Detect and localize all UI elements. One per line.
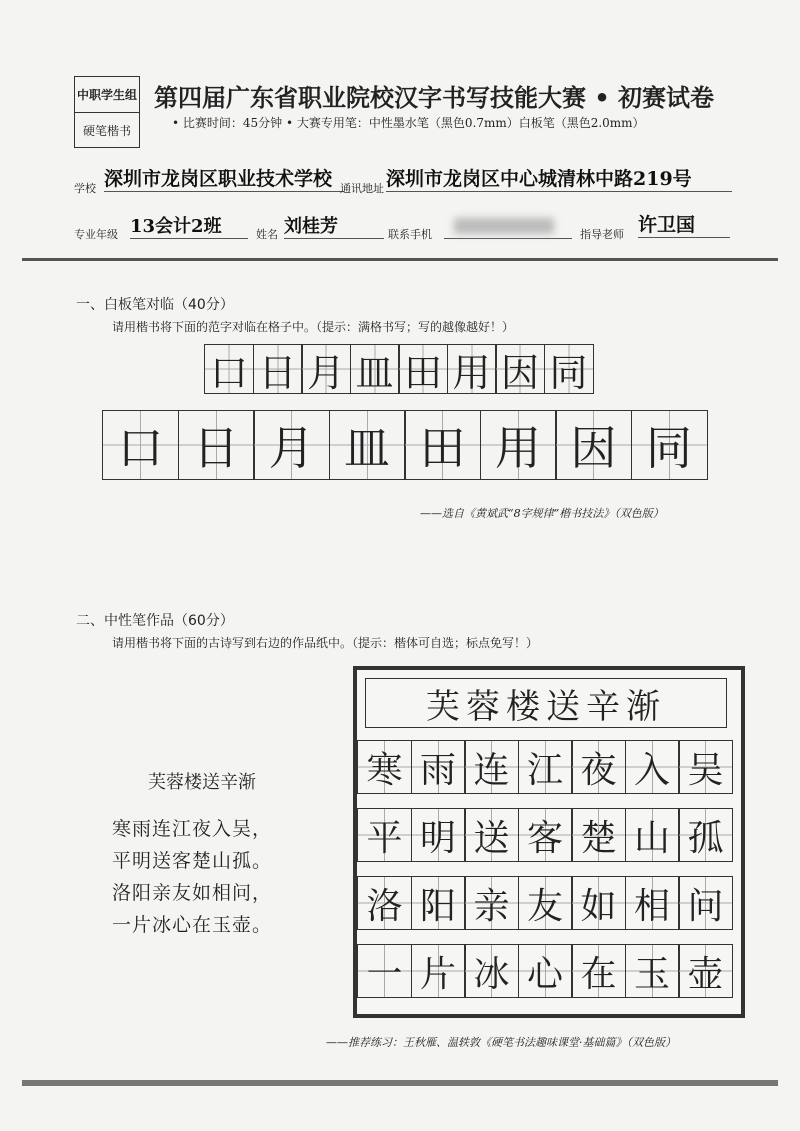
model-char-cell: 用 bbox=[447, 344, 497, 394]
poem-line: 一片冰心在玉壶。 bbox=[112, 914, 273, 936]
school-label: 学校 bbox=[74, 182, 96, 195]
practice-char-grid[interactable] bbox=[102, 410, 706, 480]
work-char-cell[interactable]: 阳 bbox=[411, 876, 466, 930]
practice-char-cell[interactable]: 皿 bbox=[329, 410, 406, 480]
section2-caption: ——推荐练习：王秋雁、温轶敦《硬笔书法趣味课堂·基础篇》（双色版） bbox=[326, 1036, 676, 1049]
name-field[interactable]: 刘桂芳 bbox=[284, 212, 384, 239]
work-sheet[interactable] bbox=[353, 666, 745, 1018]
poem-title: 芙蓉楼送辛渐 bbox=[148, 772, 256, 793]
model-char-cell: 田 bbox=[398, 344, 448, 394]
page-title: 第四届广东省职业院校汉字书写技能大赛 • 初赛试卷 bbox=[154, 84, 715, 112]
header-divider bbox=[22, 258, 778, 261]
phone-label: 联系手机 bbox=[388, 228, 432, 241]
work-sheet-title: 芙蓉楼送辛渐 bbox=[365, 678, 727, 728]
teacher-label: 指导老师 bbox=[580, 228, 624, 241]
work-char-cell[interactable]: 平 bbox=[357, 808, 412, 862]
model-char-cell: 日 bbox=[253, 344, 303, 394]
work-char-cell[interactable]: 楚 bbox=[571, 808, 626, 862]
footer-bar bbox=[22, 1080, 778, 1086]
grade-label: 专业年级 bbox=[74, 228, 118, 241]
model-char-cell: 月 bbox=[301, 344, 351, 394]
poem-line: 平明送客楚山孤。 bbox=[112, 850, 273, 872]
model-char-cell: 口 bbox=[204, 344, 254, 394]
poem-line: 寒雨连江夜入吴， bbox=[112, 818, 273, 840]
teacher-field[interactable]: 许卫国 bbox=[638, 210, 730, 238]
group-badge bbox=[74, 76, 140, 148]
model-char-cell: 同 bbox=[544, 344, 594, 394]
work-char-cell[interactable]: 雨 bbox=[411, 740, 466, 794]
badge-category: 硬笔楷书 bbox=[82, 124, 131, 138]
work-char-cell[interactable]: 心 bbox=[518, 944, 573, 998]
model-char-cell: 因 bbox=[495, 344, 545, 394]
section1-caption: ——选自《黄斌武“8字规律”楷书技法》（双色版） bbox=[420, 507, 664, 520]
work-sheet-row[interactable] bbox=[357, 944, 732, 998]
work-char-cell[interactable]: 亲 bbox=[464, 876, 519, 930]
poem-line: 洛阳亲友如相问， bbox=[112, 882, 273, 904]
work-char-cell[interactable]: 如 bbox=[571, 876, 626, 930]
work-char-cell[interactable]: 孤 bbox=[678, 808, 733, 862]
work-char-cell[interactable]: 相 bbox=[625, 876, 680, 930]
work-char-cell[interactable]: 问 bbox=[678, 876, 733, 930]
practice-char-cell[interactable]: 因 bbox=[555, 410, 632, 480]
address-label: 通讯地址 bbox=[340, 182, 384, 195]
work-sheet-row[interactable] bbox=[357, 740, 732, 794]
section2-instruction: 请用楷书将下面的古诗写到右边的作品纸中。（提示：楷体可自选；标点免写！） bbox=[112, 636, 539, 650]
work-char-cell[interactable]: 壶 bbox=[678, 944, 733, 998]
name-label: 姓名 bbox=[256, 228, 278, 241]
model-char-grid bbox=[204, 344, 592, 394]
practice-char-cell[interactable]: 月 bbox=[253, 410, 330, 480]
section1-heading: 一、白板笔对临（40分） bbox=[76, 297, 234, 313]
work-char-cell[interactable]: 片 bbox=[411, 944, 466, 998]
phone-redaction bbox=[454, 218, 554, 234]
work-char-cell[interactable]: 客 bbox=[518, 808, 573, 862]
work-char-cell[interactable]: 送 bbox=[464, 808, 519, 862]
work-char-cell[interactable]: 一 bbox=[357, 944, 412, 998]
work-char-cell[interactable]: 洛 bbox=[357, 876, 412, 930]
work-char-cell[interactable]: 在 bbox=[571, 944, 626, 998]
practice-char-cell[interactable]: 同 bbox=[631, 410, 708, 480]
school-field[interactable]: 深圳市龙岗区职业技术学校 bbox=[104, 164, 344, 192]
work-char-cell[interactable]: 玉 bbox=[625, 944, 680, 998]
practice-char-cell[interactable]: 用 bbox=[480, 410, 557, 480]
work-char-cell[interactable]: 冰 bbox=[464, 944, 519, 998]
address-field[interactable]: 深圳市龙岗区中心城清林中路219号 bbox=[386, 164, 732, 192]
work-char-cell[interactable]: 友 bbox=[518, 876, 573, 930]
work-char-cell[interactable]: 江 bbox=[518, 740, 573, 794]
work-char-cell[interactable]: 山 bbox=[625, 808, 680, 862]
exam-info: • 比赛时间：45分钟 • 大赛专用笔：中性墨水笔（黑色0.7mm）白板笔（黑色2.0mm） bbox=[172, 116, 645, 130]
badge-group: 中职学生组 bbox=[75, 77, 139, 113]
work-char-cell[interactable]: 入 bbox=[625, 740, 680, 794]
work-sheet-row[interactable] bbox=[357, 876, 732, 930]
practice-char-cell[interactable]: 日 bbox=[178, 410, 255, 480]
work-sheet-row[interactable] bbox=[357, 808, 732, 862]
phone-field[interactable] bbox=[444, 212, 572, 239]
grade-field[interactable]: 13会计2班 bbox=[130, 212, 248, 239]
work-char-cell[interactable]: 寒 bbox=[357, 740, 412, 794]
practice-char-cell[interactable]: 口 bbox=[102, 410, 179, 480]
section2-heading: 二、中性笔作品（60分） bbox=[76, 613, 234, 629]
work-char-cell[interactable]: 明 bbox=[411, 808, 466, 862]
work-char-cell[interactable]: 吴 bbox=[678, 740, 733, 794]
practice-char-cell[interactable]: 田 bbox=[404, 410, 481, 480]
work-char-cell[interactable]: 连 bbox=[464, 740, 519, 794]
work-char-cell[interactable]: 夜 bbox=[571, 740, 626, 794]
model-char-cell: 皿 bbox=[350, 344, 400, 394]
section1-instruction: 请用楷书将下面的范字对临在格子中。（提示：满格书写；写的越像越好！） bbox=[112, 320, 515, 334]
